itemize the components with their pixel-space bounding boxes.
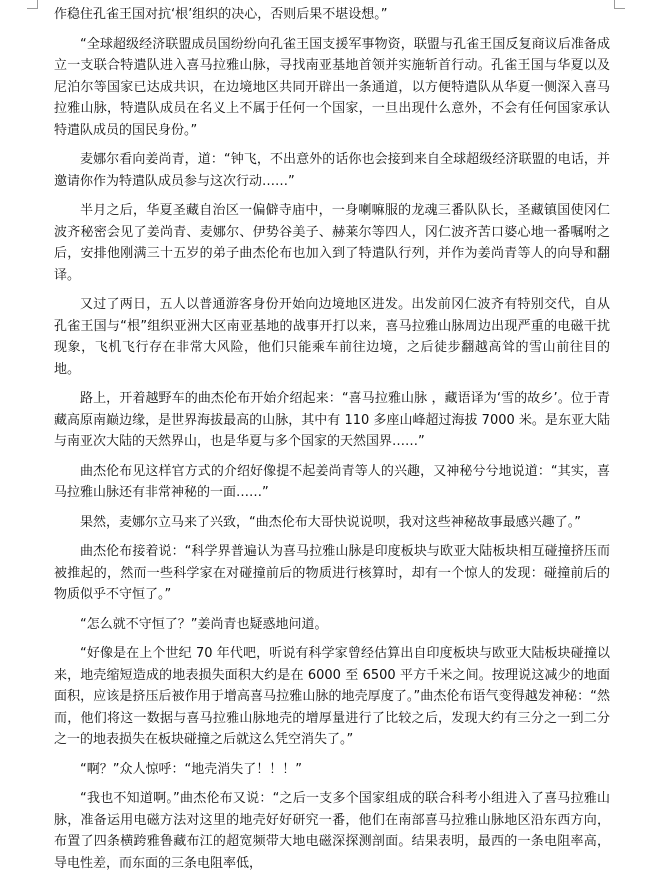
page-corner-mark-left [27, 0, 38, 9]
page-corner-mark-right [614, 0, 625, 9]
paragraph-2: “全球超级经济联盟成员国纷纷向孔雀王国支援军事物资，联盟与孔雀王国反复商议后准备成立一支联合特遣队进入喜马拉雅山脉，寻找南亚基地首领并实施斩首行动。孔雀王国与华夏以及尼泊尔等国家已达成共识，在边境地区共同开辟出一条通道，以方便特遣队从华夏一侧深入喜马拉雅山脉，特遣队成员在名义上不属于任何一个国家，一旦出现什么意外，不会有任何国家承认特遣队成员的国民身份。” [54, 36, 610, 138]
paragraph-5: 又过了两日，五人以普通游客身份开始向边境地区进发。出发前冈仁波齐有特别交代，自从孔雀王国与“根”组织亚洲大区南亚基地的战事开打以来，喜马拉雅山脉周边出现严重的电磁干扰现象，飞机飞行存在非常大风险，他们只能乘车前往边境，之后徒步翻越高耸的雪山前往目的地。 [54, 297, 610, 377]
paragraph-1: 作稳住孔雀王国对抗‘根’组织的决心，否则后果不堪设想。” [54, 7, 388, 22]
paragraph-4: 半月之后，华夏圣藏自治区一偏僻寺庙中，一身喇嘛服的龙魂三番队队长，圣藏镇国使冈仁波齐秘密会见了姜尚青、麦娜尔、伊势谷美子、赫莱尔等四人，冈仁波齐苦口婆心地一番嘱咐之后，安排他刚满三十五岁的弟子曲杰伦布也加入到了特遣队行列，并作为姜尚青等人的向导和翻译。 [54, 203, 610, 283]
document-body[interactable] [54, 4, 610, 882]
paragraph-3: 麦娜尔看向姜尚青，道：“钟飞，不出意外的话你也会接到来自全球超级经济联盟的电话，并邀请你作为特遣队成员参与这次行动……” [54, 152, 610, 189]
paragraph-7: 曲杰伦布见这样官方式的介绍好像提不起姜尚青等人的兴趣，又神秘兮兮地说道：“其实，喜马拉雅山脉还有非常神秘的一面……” [54, 463, 610, 500]
paragraph-12: “啊？”众人惊呼：“地壳消失了！！！” [80, 761, 302, 777]
paragraph-6: 路上，开着越野车的曲杰伦布开始介绍起来：“喜马拉雅山脉 ，藏语译为‘雪的故乡’。位于青藏高原南巅边缘，是世界海拔最高的山脉，其中有 110 多座山峰超过海拔 7000 米。是东亚大陆与南亚次大陆的天然界山，也是华夏与多个国家的天然国界……” [54, 391, 610, 449]
paragraph-9: 曲杰伦布接着说：“科学界普遍认为喜马拉雅山脉是印度板块与欧亚大陆板块相互碰撞挤压而被推起的，然而一些科学家在对碰撞前后的物质进行核算时，却有一个惊人的发现：碰撞前后的物质似乎不守恒了。” [54, 544, 610, 602]
paragraph-13: “我也不知道啊。”曲杰伦布又说：“之后一支多个国家组成的联合科考小组进入了喜马拉雅山脉，准备运用电磁方法对这里的地壳好好研究一番，他们在南部喜马拉雅山脉地区沿东西方向，布置了四条横跨雅鲁藏布江的超宽频带大地电磁深探测剖面。结果表明，最西的一条电阻率高，导电性差，而东面的三条电阻率低， [54, 791, 610, 871]
paragraph-10: “怎么就不守恒了？”姜尚青也疑惑地问道。 [80, 616, 328, 632]
paragraph-8: 果然，麦娜尔立马来了兴致，“曲杰伦布大哥快说说呗，我对这些神秘故事最感兴趣了。” [80, 514, 581, 530]
paragraph-11: “好像是在上个世纪 70 年代吧，听说有科学家曾经估算出自印度板块与欧亚大陆板块碰撞以来，地壳缩短造成的地表损失面积大约是在 6000 至 6500 平方千米之间。按理说这减少的地面面积，应该是挤压后被作用于增高喜马拉雅山脉的地壳厚度了。”曲杰伦布语气变得越发神秘：“然而，他们将这一数据与喜马拉雅山脉地壳的增厚量进行了比较之后，发现大约有三分之一到二分之一的地表损失在板块碰撞之后就这么凭空消失了。” [54, 646, 610, 747]
